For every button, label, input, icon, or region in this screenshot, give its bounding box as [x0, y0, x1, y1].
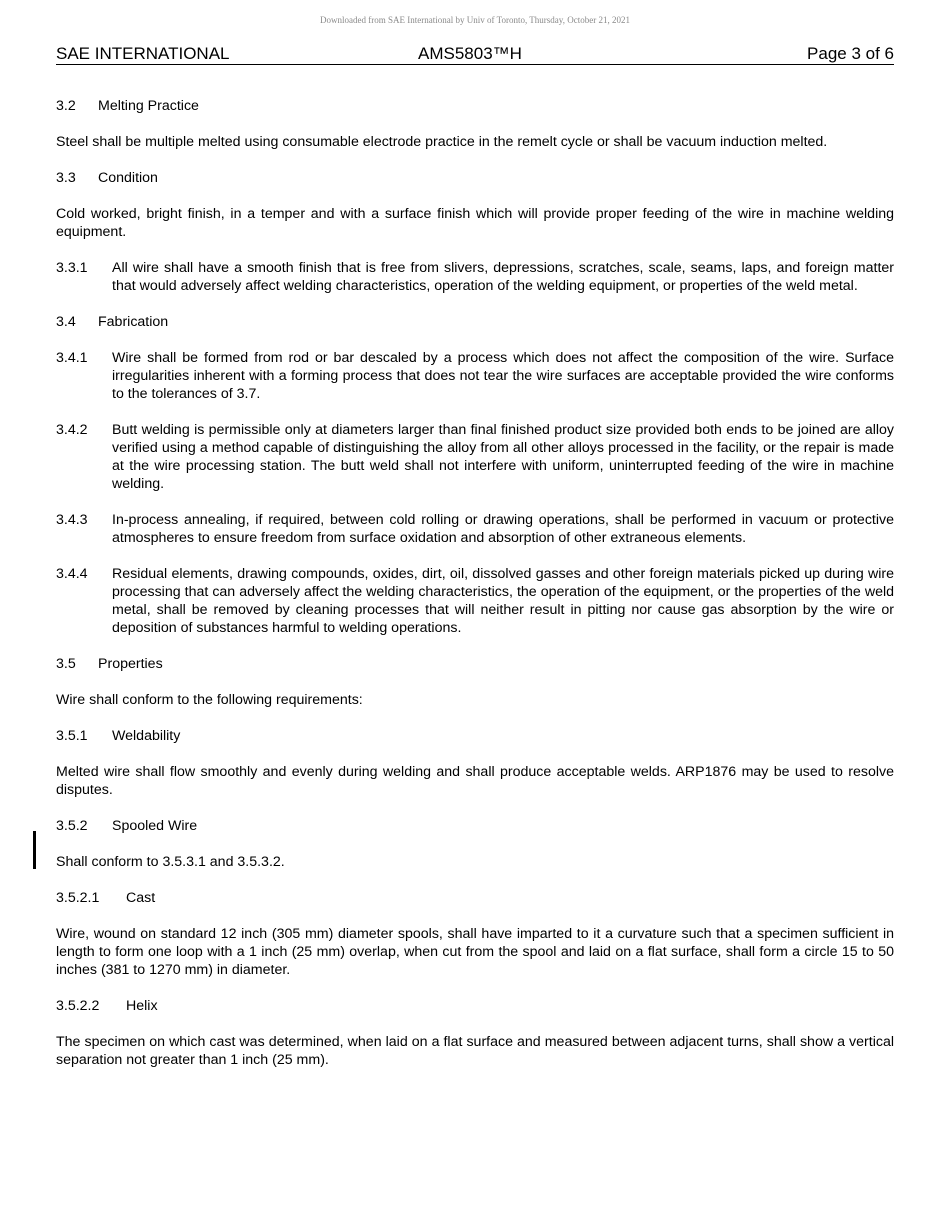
section-heading-3-4	[56, 313, 894, 331]
section-heading-3-5-1	[56, 727, 894, 745]
clause-number: 3.4.2	[56, 422, 88, 438]
section-number: 3.3	[56, 170, 76, 186]
header-organization: SAE INTERNATIONAL	[56, 44, 230, 63]
clause-3-4-2	[56, 421, 894, 493]
clause-number: 3.3.1	[56, 260, 88, 276]
section-heading-3-3	[56, 169, 894, 187]
clause-text: Butt welding is permissible only at diameters larger than final finished product size provided both ends to be joined are alloy verified using a method capable of distinguishing the alloy from all other alloys processed in the facility, or the repair is made at the wire processing station. The butt weld shall not interfere with uniform, uninterrupted feeding of the wire in machine welding.	[112, 422, 894, 492]
paragraph-3-5-2-2: The specimen on which cast was determined, when laid on a flat surface and measured between adjacent turns, shall show a vertical separation not greater than 1 inch (25 mm).	[56, 1034, 894, 1068]
paragraph-3-5-1: Melted wire shall flow smoothly and evenly during welding and shall produce acceptable welds. ARP1876 may be used to resolve disputes.	[56, 764, 894, 798]
clause-number: 3.4.4	[56, 566, 88, 582]
clause-text: In-process annealing, if required, between cold rolling or drawing operations, shall be performed in vacuum or protective atmospheres to ensure freedom from surface oxidation and absorption of other extraneous elements.	[112, 512, 894, 546]
clause-number: 3.4.3	[56, 512, 88, 528]
section-heading-3-5-2-2	[56, 997, 894, 1015]
section-title: Fabrication	[98, 314, 169, 330]
section-number: 3.2	[56, 98, 76, 114]
section-number: 3.5.1	[56, 728, 88, 744]
clause-text: Wire shall be formed from rod or bar descaled by a process which does not affect the composition of the wire. Surface irregularities inherent with a forming process that does not tear the wire surfaces are acceptable provided the wire conforms to the tolerances of 3.7.	[112, 350, 894, 402]
download-watermark: Downloaded from SAE International by Univ of Toronto, Thursday, October 21, 2021	[320, 15, 630, 25]
clause-number: 3.4.1	[56, 350, 88, 366]
clause-3-4-3	[56, 511, 894, 547]
section-title: Helix	[126, 998, 158, 1014]
section-number: 3.5.2.1	[56, 890, 100, 906]
paragraph-3-5: Wire shall conform to the following requirements:	[56, 692, 363, 708]
section-number: 3.5	[56, 656, 76, 672]
page-header	[56, 44, 894, 65]
section-heading-3-2	[56, 97, 894, 115]
clause-3-3-1	[56, 259, 894, 295]
section-title: Cast	[126, 890, 156, 906]
section-heading-3-5-2-1	[56, 889, 894, 907]
revision-change-bar	[33, 831, 36, 869]
clause-text: Residual elements, drawing compounds, oxides, dirt, oil, dissolved gasses and other foreign materials picked up during wire processing that can adversely affect the welding characteristics, the operation of the equipment, or the properties of the weld metal, shall be removed by cleaning processes that will neither result in pitting nor cause gas absorption by the wire or deposition of substances harmful to welding operations.	[112, 566, 894, 636]
section-number: 3.4	[56, 314, 76, 330]
section-heading-3-5-2	[56, 817, 894, 835]
header-page-number: Page 3 of 6	[807, 44, 894, 63]
paragraph-3-2: Steel shall be multiple melted using consumable electrode practice in the remelt cycle or shall be vacuum induction melted.	[56, 134, 828, 150]
section-heading-3-5	[56, 655, 894, 673]
clause-text: All wire shall have a smooth finish that is free from slivers, depressions, scratches, scale, seams, laps, and foreign matter that would adversely affect welding characteristics, operation of the welding equipment, or properties of the weld metal.	[112, 260, 894, 294]
paragraph-3-5-2-1: Wire, wound on standard 12 inch (305 mm) diameter spools, shall have imparted to it a curvature such that a specimen sufficient in length to form one loop with a 1 inch (25 mm) overlap, when cut from the spool and laid on a flat surface, shall form a circle 15 to 50 inches (381 to 1270 mm) in diameter.	[56, 926, 894, 978]
section-title: Spooled Wire	[112, 818, 198, 834]
clause-3-4-4	[56, 565, 894, 637]
paragraph-3-5-2: Shall conform to 3.5.3.1 and 3.5.3.2.	[56, 854, 285, 870]
section-title: Properties	[98, 656, 163, 672]
section-title: Melting Practice	[98, 98, 199, 114]
paragraph-3-3: Cold worked, bright finish, in a temper and with a surface finish which will provide proper feeding of the wire in machine welding equipment.	[56, 206, 894, 240]
section-number: 3.5.2.2	[56, 998, 100, 1014]
clause-3-4-1	[56, 349, 894, 403]
header-document-id: AMS5803™H	[418, 44, 522, 63]
section-title: Weldability	[112, 728, 181, 744]
section-title: Condition	[98, 170, 158, 186]
section-number: 3.5.2	[56, 818, 88, 834]
document-body	[56, 97, 894, 1087]
